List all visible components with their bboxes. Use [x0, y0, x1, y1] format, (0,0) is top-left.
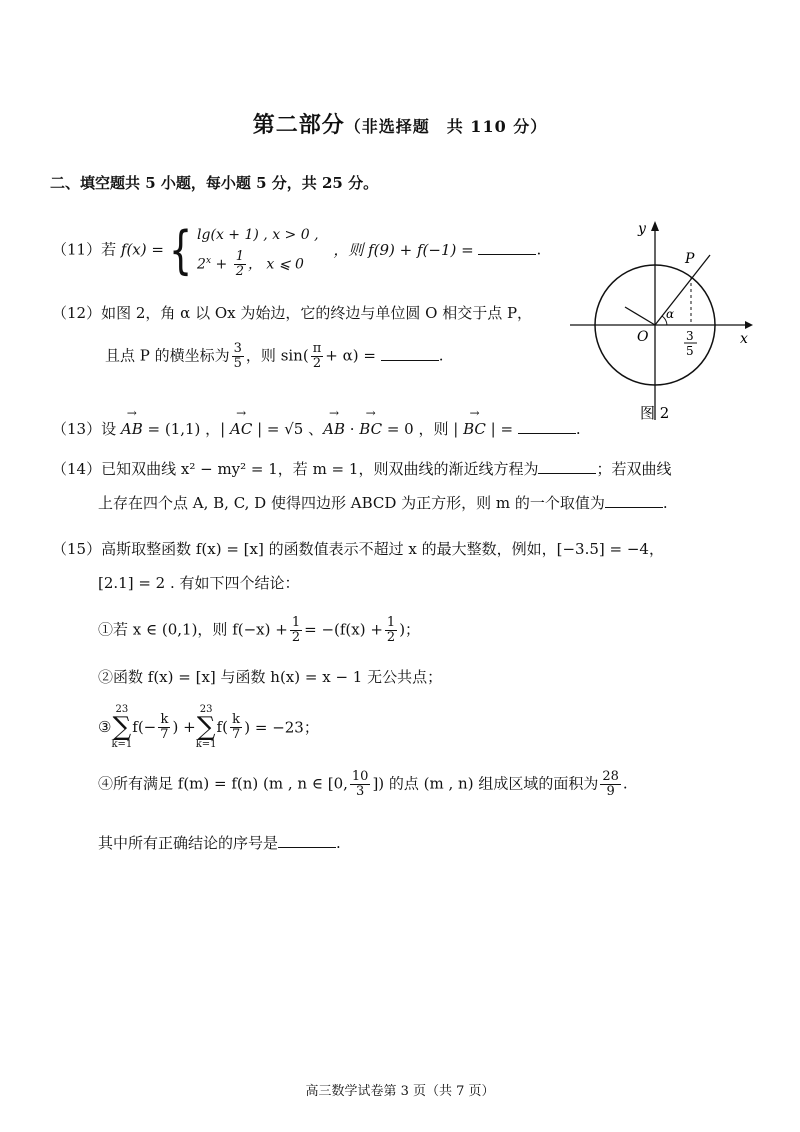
q12-frac-pi-2 — [311, 342, 324, 371]
q11-case2-base: 2 — [197, 256, 206, 273]
c3-f2: f( — [216, 718, 228, 736]
fig-frac-den: 5 — [686, 344, 694, 358]
ray-segment — [625, 307, 655, 325]
question-14 — [52, 458, 671, 479]
q12-line1: 如图 2，角 α 以 Ox 为始边，它的终边与单位圆 O 相交于点 P， — [101, 304, 533, 322]
q14-answer-blank-2[interactable] — [605, 493, 663, 508]
question-13: （13）设 → AB = (1,1) ，| → AC | = √5 、→ AB · → BC = 0 ，则 | → BC | = . — [52, 418, 581, 439]
vector-ac: → AC — [230, 420, 252, 438]
q14-answer-blank-1[interactable] — [538, 459, 596, 474]
frac-num: 10 — [351, 769, 369, 784]
question-12-line2: 且点 P 的横坐标为 $\frac{3}{5}$ ，则 sin( $\frac{\pi}{2}$ + α) = . — [105, 341, 444, 371]
c3-k-over-7-b — [230, 713, 242, 742]
frac-num: 28 — [602, 769, 619, 784]
q11-cases — [197, 222, 318, 279]
q15-line2: [2.1] = 2 . 有如下四个结论： — [98, 574, 300, 592]
x-label: x — [740, 331, 748, 347]
q11-case1: lg(x + 1) , x > 0 , — [197, 227, 319, 243]
vector-ab: → AB — [121, 420, 143, 438]
q11-case2-cond: ， x ⩽ 0 — [247, 256, 304, 273]
frac-den: 2 — [312, 356, 322, 371]
frac-num: k — [232, 711, 241, 727]
point-p-label: P — [685, 251, 695, 267]
sum-symbol: ∑ — [196, 712, 216, 742]
c4-post: . — [622, 774, 628, 793]
q11-number: （11） — [52, 240, 102, 259]
c1-half-a — [290, 616, 302, 645]
c3-post: ) = −23； — [244, 718, 319, 737]
c4-mid: ]) 的点 (m , n) 组成区域的面积为 — [372, 774, 599, 793]
figure-caption: 图 2 — [640, 404, 670, 422]
q12-line2-pre: 且点 P 的横坐标为 — [105, 346, 230, 365]
title-main: 第二部分 — [252, 112, 345, 138]
origin-label: O — [637, 329, 649, 345]
c3-k-over-7-a — [158, 713, 170, 742]
vector-bc: → BC — [359, 420, 382, 438]
q12-number: （12） — [52, 304, 102, 322]
q12-line2-post: + α) = — [325, 346, 376, 365]
c4-area-frac — [600, 770, 621, 799]
q15-final: 其中所有正确结论的序号是 . — [98, 834, 341, 852]
q14-line1a: 已知双曲线 x² − my² = 1，若 m = 1，则双曲线的渐近线方程为 — [101, 460, 539, 478]
q13-t6: | = — [485, 420, 514, 438]
page-title — [0, 108, 800, 139]
question-11: （11）若 f(x) ={ lg(x + 1) , x > 0 , $2^x$ + $\frac{1}{2}$ ， x ⩽ 0 ，则 f(9) + f(−1) = . — [52, 220, 542, 281]
q12-frac-3-5 — [232, 342, 244, 371]
c1-post: )； — [399, 620, 421, 639]
q15-number: （15） — [52, 540, 102, 558]
q13-t2: = (1,1) ，| — [142, 420, 230, 438]
y-label: y — [638, 221, 646, 237]
frac-den: 2 — [386, 630, 396, 645]
q13-t4: · — [344, 420, 360, 438]
c1-pre: ①若 x ∈ (0,1)，则 f(−x) + — [98, 620, 288, 639]
q14-line1b: ；若双曲线 — [596, 460, 672, 478]
q15-conclusion-2: ②函数 f(x) = [x] 与函数 h(x) = x − 1 无公共点； — [98, 668, 443, 686]
q13-t3: | = √5 、 — [252, 420, 324, 438]
question-15 — [52, 538, 664, 559]
q15-answer-blank[interactable] — [278, 833, 336, 848]
q11-answer-blank[interactable] — [478, 240, 536, 255]
frac-num: 1 — [386, 615, 396, 630]
vector-bc-2: → BC — [463, 420, 486, 438]
c1-half-b — [385, 616, 397, 645]
frac-num: 1 — [291, 615, 301, 630]
y-axis-arrow — [651, 221, 659, 231]
c4-ten-thirds — [350, 770, 371, 799]
c4-pre: ④所有满足 f(m) = f(n) (m , n ∈ [0, — [98, 774, 348, 793]
question-12 — [52, 302, 532, 323]
c3-f1: f(− — [132, 718, 157, 736]
q15-conclusion-4 — [98, 770, 628, 799]
fig-frac-num: 3 — [686, 329, 694, 343]
q13-answer-blank[interactable] — [518, 419, 576, 434]
frac-den: 5 — [233, 356, 242, 371]
sum-2 — [196, 704, 217, 750]
frac-num: k — [160, 711, 169, 727]
q15-final-text: 其中所有正确结论的序号是 — [98, 834, 279, 852]
frac-num: 3 — [233, 341, 242, 356]
q15-conclusion-1 — [98, 616, 420, 645]
unit-circle-figure — [565, 215, 765, 430]
q13-t1: 设 — [101, 420, 121, 438]
sum-bottom: k=1 — [195, 739, 217, 750]
sum-bottom: k=1 — [111, 739, 133, 750]
x-axis-arrow — [745, 321, 753, 329]
frac-den: 7 — [231, 726, 241, 742]
frac-den: 9 — [606, 784, 615, 799]
frac-den: 7 — [160, 726, 169, 742]
alpha-label: α — [666, 307, 675, 321]
q11-case2-plus: + — [211, 256, 232, 273]
section-heading: 二、填空题共 5 小题，每小题 5 分，共 25 分。 — [50, 174, 379, 192]
c3-number: ③ — [98, 718, 112, 736]
q11-case2-exp: x — [205, 256, 212, 266]
sum-top: 23 — [115, 704, 129, 715]
q14-number: （14） — [52, 460, 102, 478]
q13-t5: = 0 ，则 | — [382, 420, 464, 438]
frac-den: 2 — [235, 264, 244, 280]
frac-num: π — [312, 341, 322, 356]
sum-symbol: ∑ — [112, 712, 132, 742]
frac-num: 1 — [235, 249, 244, 265]
question-14-line2: 上存在四个点 A, B, C, D 使得四边形 ABCD 为正方形，则 m 的一个取值为 . — [98, 494, 668, 512]
title-subtitle: （非选择题 共 110 分） — [344, 117, 548, 136]
sum-top: 23 — [199, 704, 213, 715]
q12-answer-blank[interactable] — [381, 346, 439, 361]
left-brace: { — [168, 220, 193, 281]
q11-func: f(x) = — [120, 240, 164, 259]
q12-line2-mid: ，则 sin( — [245, 346, 309, 365]
q11-lead: 若 — [101, 240, 117, 259]
q11-case2 — [197, 248, 318, 279]
sum-1 — [111, 704, 132, 750]
q15-conclusion-3 — [98, 704, 319, 750]
vector-ab-2: → AB — [323, 420, 345, 438]
q14-line2: 上存在四个点 A, B, C, D 使得四边形 ABCD 为正方形，则 m 的一个取值为 — [98, 494, 605, 512]
frac-den: 3 — [356, 784, 365, 799]
c1-mid: = −(f(x) + — [304, 620, 383, 639]
q15-line1: 高斯取整函数 f(x) = [x] 的函数值表示不超过 x 的最大整数，例如，[−3.5] = −4， — [101, 540, 664, 558]
c3-mid: ) + — [172, 718, 196, 736]
q11-half — [234, 250, 246, 279]
q13-number: （13） — [52, 420, 102, 438]
page-footer: 高三数学试卷第 3 页（共 7 页） — [305, 1084, 495, 1099]
frac-den: 2 — [291, 630, 301, 645]
q11-tail: ，则 f(9) + f(−1) = — [333, 240, 474, 259]
